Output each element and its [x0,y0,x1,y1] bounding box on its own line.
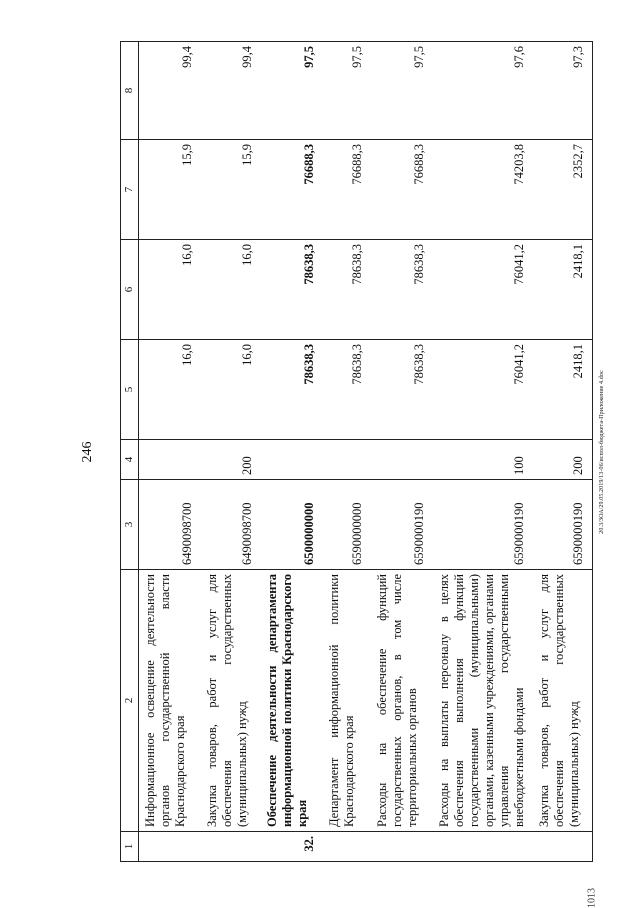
row-name: Закупка товаров, работ и услуг для обеспечения государственных (муниципальных) нужд [533,570,593,832]
header-cell: 7 [121,140,139,240]
row-number [323,832,371,862]
row-col7: 76688,3 [371,140,433,240]
row-col5: 78638,3 [261,340,323,440]
row-col5: 16,0 [139,340,201,440]
row-col6: 76041,2 [433,240,533,340]
row-code: 6590000190 [371,480,433,570]
row-expense-type [139,440,201,480]
row-col6: 2418,1 [533,240,593,340]
table-row [139,42,201,862]
row-code: 6490098700 [201,480,261,570]
row-col8: 99,4 [139,42,201,140]
row-name: Закупка товаров, работ и услуг для обеспечения государственных (муниципальных) нужд [201,570,261,832]
row-expense-type: 100 [433,440,533,480]
row-col5: 76041,2 [433,340,533,440]
header-row [121,42,139,862]
row-col7: 2352,7 [533,140,593,240]
row-col5: 78638,3 [323,340,371,440]
table-row [371,42,433,862]
footer-file-path: 20.3/ЗОА/29.05.2019/13-06/испол-бюджета-Приложение 4.doc [599,370,605,534]
row-expense-type: 200 [533,440,593,480]
row-name: Расходы на обеспечение функций государственных органов, в том числе территориальных органов [371,570,433,832]
row-code: 6590000190 [433,480,533,570]
row-code: 6590000190 [533,480,593,570]
header-cell: 5 [121,340,139,440]
corner-number: 1013 [586,888,598,908]
row-name: Информационное освещение деятельности органов государственной власти Краснодарского края [139,570,201,832]
row-number [201,832,261,862]
table-row [323,42,371,862]
row-col6: 78638,3 [323,240,371,340]
table-row [533,42,593,862]
row-col5: 2418,1 [533,340,593,440]
row-col8: 99,4 [201,42,261,140]
row-name: Обеспечение деятельности департамента информационной политики Краснодарского края [261,570,323,832]
row-col5: 16,0 [201,340,261,440]
row-col7: 15,9 [201,140,261,240]
row-expense-type [371,440,433,480]
table-row [433,42,533,862]
budget-table [120,41,593,862]
row-col6: 16,0 [139,240,201,340]
header-cell: 6 [121,240,139,340]
row-col7: 76688,3 [261,140,323,240]
row-col8: 97,5 [323,42,371,140]
row-expense-type: 200 [201,440,261,480]
row-code: 6590000000 [323,480,371,570]
header-cell: 3 [121,480,139,570]
page-number: 246 [80,441,95,463]
row-number [433,832,533,862]
row-number [139,832,201,862]
row-name: Расходы на выплаты персоналу в целях обеспечения выполнения функций государственными (муниципальными) органами, казенными учреждениями, органами управления государственными внебюджетными фондами [433,570,533,832]
row-col8: 97,3 [533,42,593,140]
table-row [261,42,323,862]
row-col6: 78638,3 [261,240,323,340]
row-col7: 74203,8 [433,140,533,240]
row-expense-type [323,440,371,480]
row-col6: 78638,3 [371,240,433,340]
row-col8: 97,5 [261,42,323,140]
row-col8: 97,5 [371,42,433,140]
row-col8: 97,6 [433,42,533,140]
header-cell: 4 [121,440,139,480]
row-col7: 15,9 [139,140,201,240]
row-number [533,832,593,862]
row-number: 32. [261,832,323,862]
row-name: Департамент информационной политики Краснодарского края [323,570,371,832]
table-row [201,42,261,862]
budget-table-container [120,42,620,862]
header-cell: 8 [121,42,139,140]
row-col7: 76688,3 [323,140,371,240]
row-code: 6500000000 [261,480,323,570]
row-col6: 16,0 [201,240,261,340]
row-expense-type [261,440,323,480]
row-number [371,832,433,862]
header-cell: 2 [121,570,139,832]
row-col5: 78638,3 [371,340,433,440]
row-code: 6490098700 [139,480,201,570]
header-cell: 1 [121,832,139,862]
